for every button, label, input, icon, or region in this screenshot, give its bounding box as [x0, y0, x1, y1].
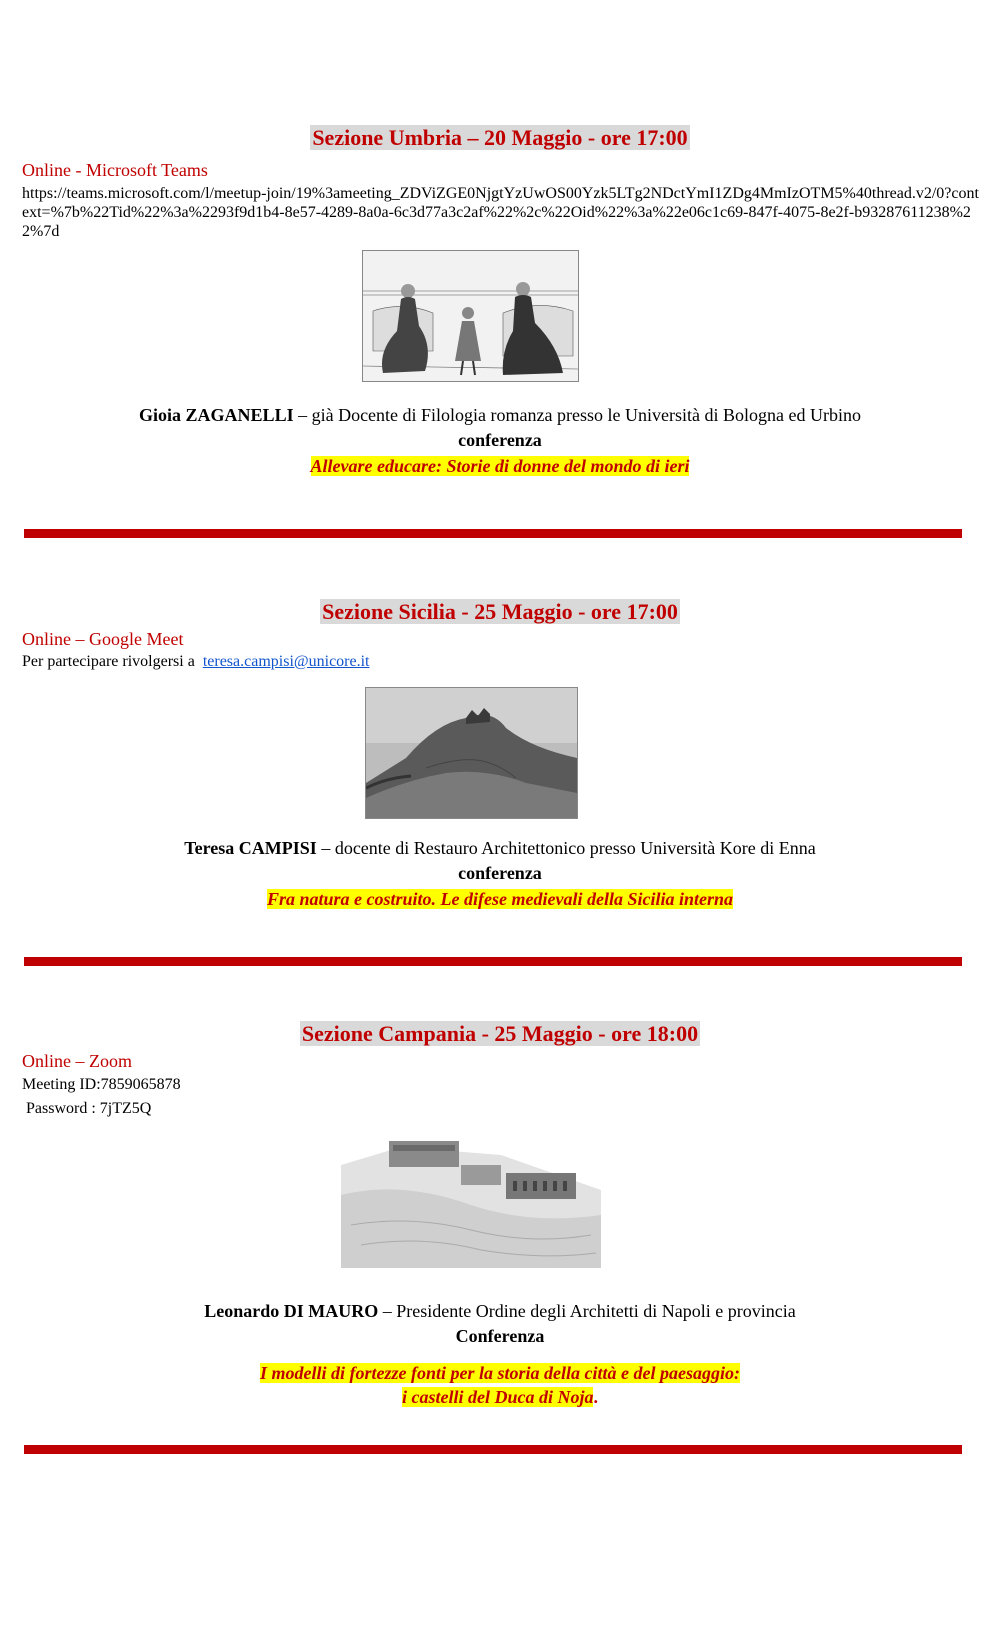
sicilia-speaker	[0, 837, 1000, 859]
sicilia-contact-email-link[interactable]: teresa.campisi@unicore.it	[202, 653, 370, 670]
sicilia-speaker-role: – docente di Restauro Architettonico presso Università Kore di Enna	[316, 838, 816, 858]
umbria-platform: Online - Microsoft Teams	[22, 160, 208, 180]
umbria-illustration	[362, 250, 579, 382]
campania-talk-title-line2: i castelli del Duca di Noja.	[402, 1387, 598, 1407]
umbria-event-type: conferenza	[458, 430, 542, 450]
sicilia-photo	[365, 687, 578, 819]
campania-speaker-name: Leonardo DI MAURO	[204, 1301, 379, 1321]
campania-meeting-id: Meeting ID:7859065878	[22, 1076, 181, 1093]
campania-platform: Online – Zoom	[22, 1051, 132, 1071]
umbria-teams-link[interactable]: https://teams.microsoft.com/l/meetup-join/19%3ameeting_ZDViZGE0NjgtYzUwOS00Yzk5LTg2NDctYmI1ZDg4MmIzOTM5%40thread.v2/0?context=%7b%22Tid%22%3a%2293f9d1b4-8e57-4289-8a0a-6c3d77a3c2af%22%2c%22Oid%22%3a%22e06c1c69-847f-4075-8e2f-b93287611238%22%7d	[22, 185, 979, 240]
section-umbria-title: Sezione Umbria – 20 Maggio - ore 17:00	[312, 125, 688, 150]
sicilia-platform: Online – Google Meet	[22, 629, 184, 649]
campania-castle-model-photo	[341, 1135, 601, 1268]
sicilia-speaker-name: Teresa CAMPISI	[184, 838, 317, 858]
sicilia-talk-title: Fra natura e costruito. Le difese medievali della Sicilia interna	[267, 889, 733, 909]
umbria-speaker-role: – già Docente di Filologia romanza presso le Università di Bologna ed Urbino	[293, 405, 861, 425]
campania-password: Password : 7jTZ5Q	[26, 1100, 152, 1117]
section-divider	[24, 1445, 962, 1454]
umbria-talk-title: Allevare educare: Storie di donne del mondo di ieri	[310, 456, 690, 476]
umbria-speaker	[0, 404, 1000, 426]
section-sicilia-title: Sezione Sicilia - 25 Maggio - ore 17:00	[322, 599, 678, 624]
campania-talk-title-line1: I modelli di fortezze fonti per la storia della città e del paesaggio:	[260, 1363, 740, 1383]
campania-event-type: Conferenza	[455, 1326, 545, 1346]
campania-speaker	[0, 1300, 1000, 1322]
section-divider	[24, 957, 962, 966]
section-campania-title: Sezione Campania - 25 Maggio - ore 18:00	[301, 1021, 699, 1046]
campania-speaker-role: – Presidente Ordine degli Architetti di Napoli e provincia	[378, 1301, 796, 1321]
section-divider	[24, 529, 962, 538]
sicilia-event-type: conferenza	[458, 863, 542, 883]
sicilia-contact	[22, 652, 369, 671]
umbria-speaker-name: Gioia ZAGANELLI	[139, 405, 294, 425]
sicilia-contact-label: Per partecipare rivolgersi a	[22, 653, 195, 670]
